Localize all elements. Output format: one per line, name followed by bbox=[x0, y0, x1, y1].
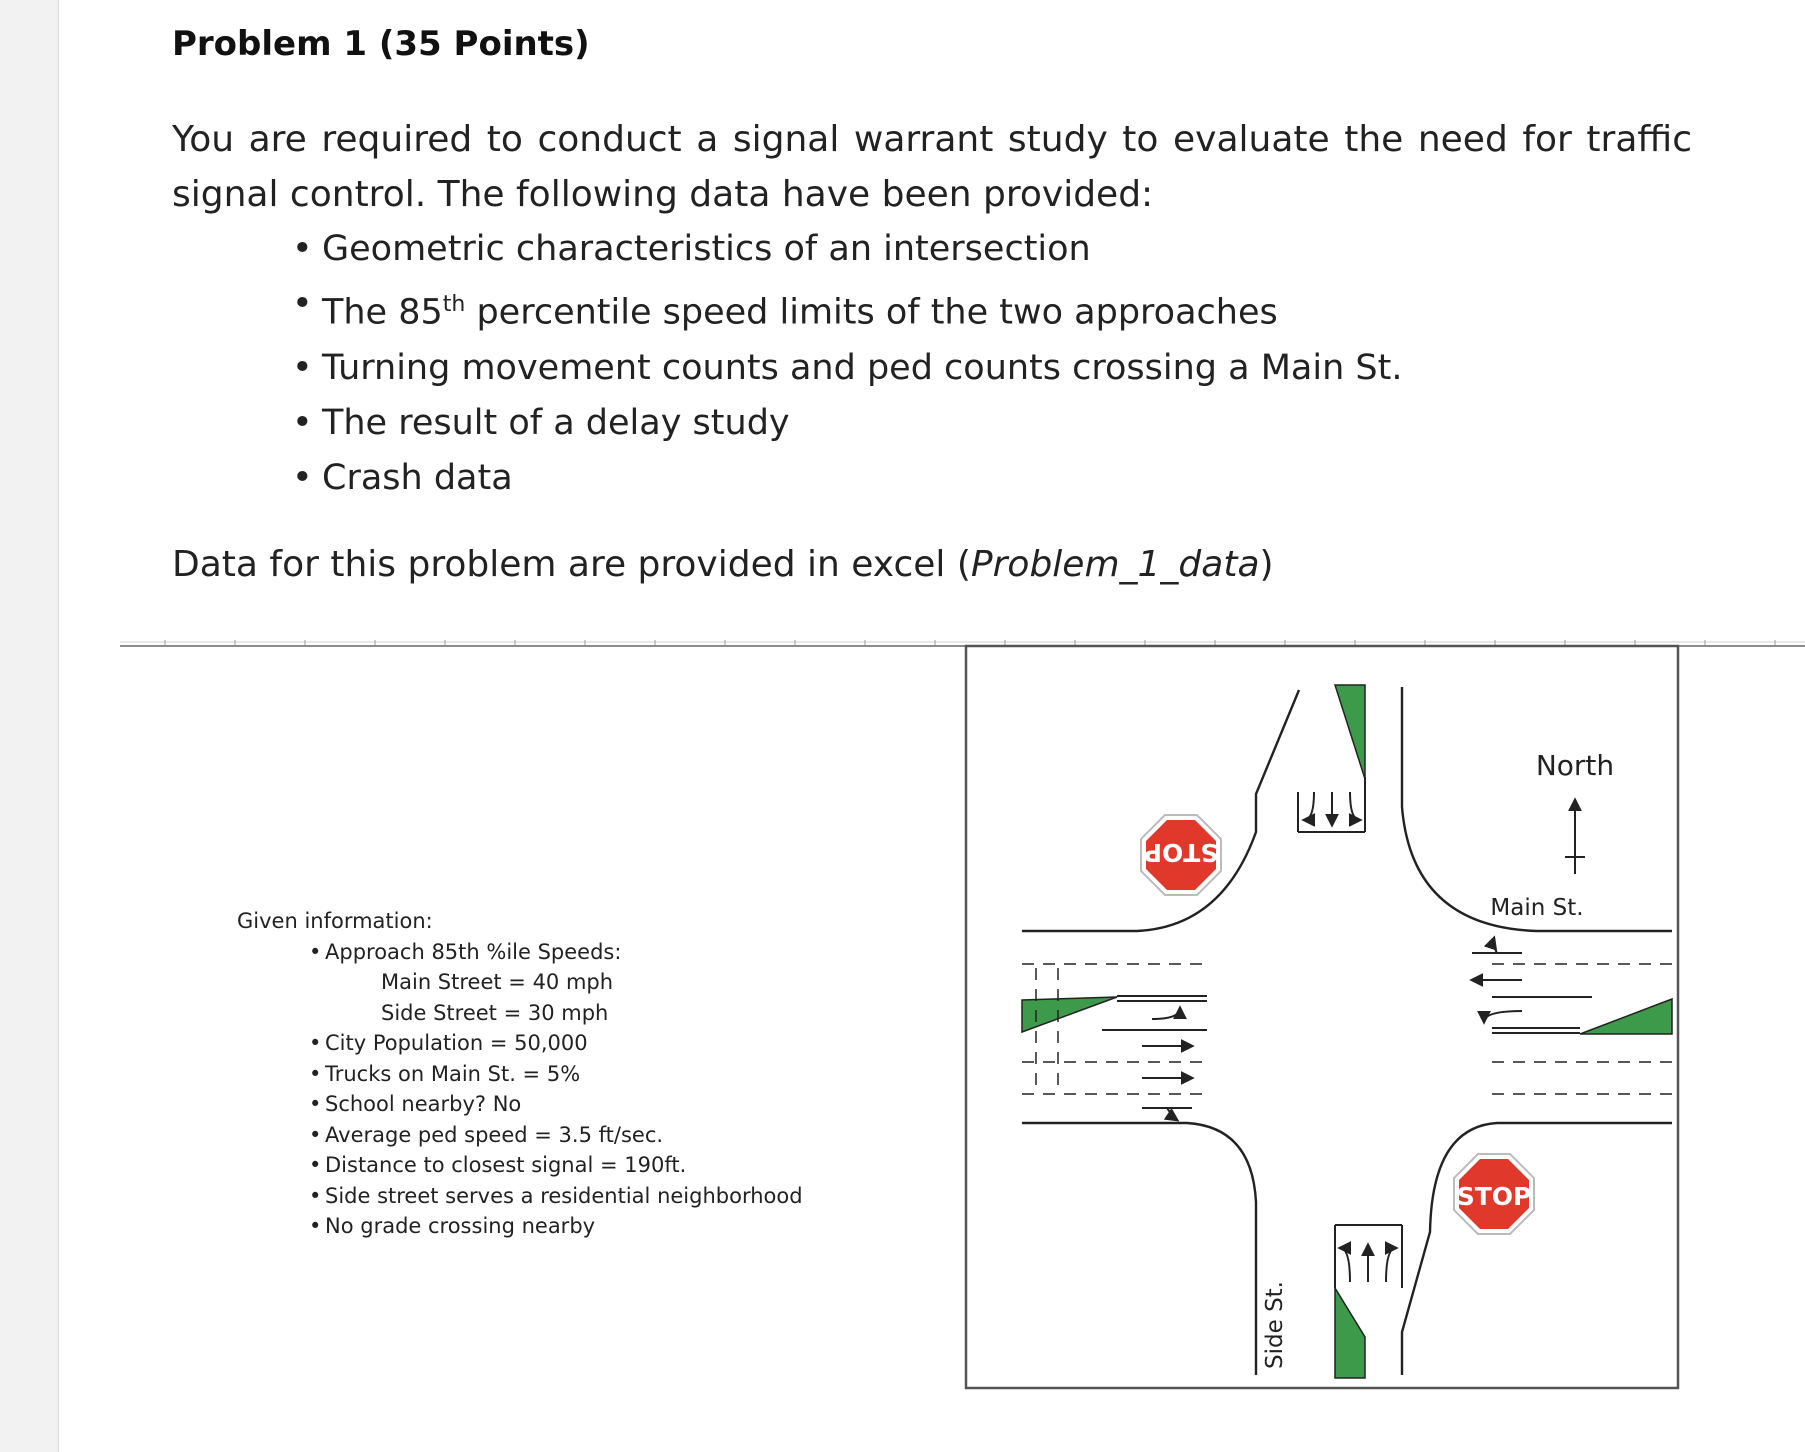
list-item: • The result of a delay study bbox=[292, 396, 1692, 451]
stop-sign-text: STOP bbox=[1143, 838, 1219, 867]
data-reference-text: Data for this problem are provided in excel ( bbox=[172, 544, 971, 585]
main-street-speed: Main Street = 40 mph bbox=[381, 970, 614, 994]
list-item-text: percentile speed limits of the two approaches bbox=[465, 292, 1278, 333]
stop-sign-south bbox=[1454, 1154, 1534, 1234]
list-item bbox=[292, 277, 1692, 341]
side-street-speed: Side Street = 30 mph bbox=[381, 1000, 609, 1025]
stop-sign-north bbox=[1141, 815, 1221, 895]
given-information bbox=[237, 906, 803, 1242]
north-label: North bbox=[1535, 749, 1615, 782]
side-street-label: Side St. bbox=[1262, 1281, 1288, 1369]
given-list bbox=[237, 937, 803, 1242]
list-item: • School nearby? No bbox=[309, 1089, 803, 1120]
list-item: • Turning movement counts and ped counts crossing a Main St. bbox=[292, 341, 1692, 396]
list-item: • Side street serves a residential neighborhood bbox=[309, 1181, 803, 1212]
main-street-label: Main St. bbox=[1490, 895, 1584, 921]
list-item-text: The 85 bbox=[322, 292, 443, 333]
intersection-diagram bbox=[962, 642, 1682, 1394]
list-item: • Geometric characteristics of an intersection bbox=[292, 222, 1692, 277]
list-item: • Trucks on Main St. = 5% bbox=[309, 1059, 803, 1090]
data-file-name: Problem_1_data bbox=[970, 544, 1260, 585]
given-heading: Given information: bbox=[237, 909, 433, 933]
data-list bbox=[172, 222, 1692, 506]
list-item: • Distance to closest signal = 190ft. bbox=[309, 1150, 803, 1181]
list-item: • City Population = 50,000 bbox=[309, 1028, 803, 1059]
problem-title: Problem 1 (35 Points) bbox=[172, 24, 590, 64]
data-reference bbox=[172, 544, 1274, 585]
list-item: • No grade crossing nearby bbox=[309, 1211, 803, 1242]
intro-paragraph: You are required to conduct a signal warrant study to evaluate the need for traffic signal control. The following data have been provided: bbox=[172, 119, 1692, 215]
problem-intro bbox=[172, 112, 1692, 506]
data-reference-text: ) bbox=[1259, 544, 1274, 585]
stop-sign-text: STOP bbox=[1456, 1182, 1532, 1211]
list-item: • Approach 85th %ile Speeds: bbox=[309, 937, 803, 968]
list-item: • Average ped speed = 3.5 ft/sec. bbox=[309, 1120, 803, 1151]
ordinal-suffix: th bbox=[442, 292, 466, 317]
list-item: • Crash data bbox=[292, 451, 1692, 506]
left-margin bbox=[0, 0, 59, 1452]
